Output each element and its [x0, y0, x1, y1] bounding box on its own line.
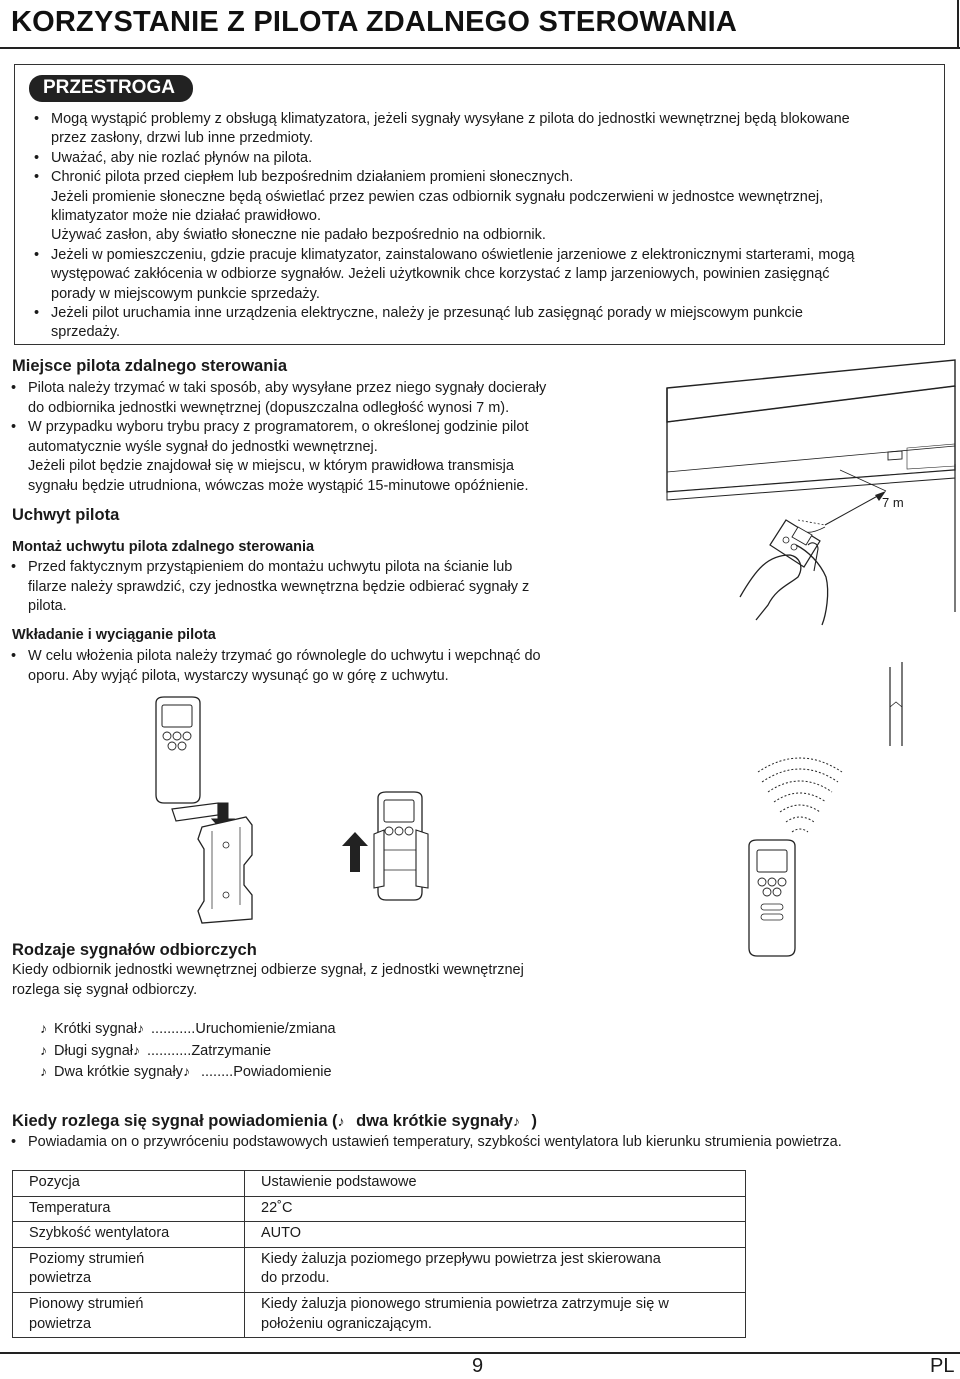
caution-line: • Uważać, aby nie rozlać płynów na pilota. — [51, 149, 313, 166]
location-line: • W przypadku wyboru trybu pracy z programatorem, o określonej godzinie pilot — [28, 419, 529, 436]
holder-bracket-icon — [190, 815, 260, 925]
remove-arrow-icon — [340, 830, 370, 874]
location-line: • Pilota należy trzymać w taki sposób, aby wysyłane przez niego sygnały docierały — [28, 380, 547, 396]
insert-line: • W celu włożenia pilota należy trzymać go równolegle do uchwytu i wepchnąć do — [28, 648, 541, 664]
signal-row — [40, 1020, 336, 1037]
notification-item — [11, 1133, 951, 1153]
caution-item — [34, 304, 934, 343]
caution-item — [34, 149, 934, 168]
signal-name: Dwa krótkie sygnały — [54, 1064, 183, 1080]
table-row — [13, 1247, 746, 1292]
music-note-icon: ♪ — [337, 1113, 345, 1129]
caution-line: • Mogą wystąpić problemy z obsługą klimatyzatora, jeżeli sygnały wysyłane z pilota do jednostki wewnętrznej będą blokowane — [51, 111, 850, 127]
notification-heading-end: ) — [526, 1112, 538, 1130]
music-note-icon: ♪ — [137, 1020, 145, 1036]
location-list — [11, 379, 611, 497]
page-number: 9 — [472, 1355, 484, 1377]
mount-line: pilota. — [28, 598, 67, 615]
caution-list — [34, 110, 934, 343]
caution-line: • Jeżeli pilot uruchamia inne urządzenia elektryczne, należy je przesunąć lub zasięgnąć porady w miejscowym punkcie — [51, 305, 803, 322]
mount-line: • Przed faktycznym przystąpieniem do montażu uchwytu pilota na ścianie lub — [28, 559, 513, 575]
notification-list — [11, 1133, 951, 1153]
remote-in-holder-icon — [370, 790, 440, 905]
signal-row — [40, 1063, 332, 1080]
mount-list — [11, 558, 611, 617]
signals-intro-line: Kiedy odbiornik jednostki wewnętrznej odbierze sygnał, z jednostki wewnętrznej — [12, 962, 524, 978]
table-cell-item: Pionowy strumień powietrza — [13, 1292, 245, 1337]
notification-heading — [12, 1112, 537, 1131]
table-body — [13, 1171, 746, 1338]
location-line: sygnału będzie utrudniona, wówczas może wystąpić 15-minutowe opóźnienie. — [28, 477, 529, 494]
table-row — [13, 1196, 746, 1222]
table-row — [13, 1171, 746, 1197]
table-cell-setting: Ustawienie podstawowe — [245, 1171, 746, 1197]
table-cell-item: Pozycja — [13, 1171, 245, 1197]
caution-line: występować zakłócenia w odbiorze sygnałów. Jeżeli użytkownik chce korzystać z lamp jarzeniowych, powinien zasięgnąć — [51, 266, 830, 283]
insert-list — [11, 647, 611, 686]
caution-line: sprzedaży. — [51, 324, 121, 341]
signal-waves-icon — [750, 740, 850, 835]
signal-row — [40, 1042, 271, 1059]
music-note-icon: ♪ — [40, 1063, 47, 1079]
caution-item — [34, 110, 934, 149]
holder-heading: Uchwyt pilota — [12, 506, 120, 524]
location-item — [11, 418, 611, 496]
signal-dots: ........... — [151, 1021, 196, 1037]
default-settings-table — [12, 1170, 746, 1338]
insert-line: oporu. Aby wyjąć pilota, wystarczy wysunąć go w górę z uchwytu. — [28, 667, 449, 684]
signal-dots: ........ — [196, 1064, 234, 1080]
location-line: automatycznie wyśle sygnał do jednostki wewnętrznej. — [28, 438, 378, 455]
hand-remote-icon — [738, 515, 848, 625]
music-note-icon: ♪ — [133, 1042, 140, 1058]
caution-box — [14, 64, 945, 345]
insert-item — [11, 647, 611, 686]
table-row — [13, 1292, 746, 1337]
music-note-icon: ♪ — [182, 1063, 190, 1079]
table-cell-item: Temperatura — [13, 1196, 245, 1222]
distance-label: 7 m — [882, 495, 904, 510]
table-cell-setting: 22˚C — [245, 1196, 746, 1222]
table-cell-setting: AUTO — [245, 1222, 746, 1248]
music-note-icon: ♪ — [512, 1113, 520, 1129]
signals-heading: Rodzaje sygnałów odbiorczych — [12, 941, 257, 959]
insert-heading: Wkładanie i wyciąganie pilota — [12, 627, 216, 643]
music-note-icon: ♪ — [40, 1042, 47, 1058]
table-cell-item: Poziomy strumień powietrza — [13, 1247, 245, 1292]
signal-dots: ........... — [147, 1043, 192, 1059]
caution-line: porady w miejscowym punkcie sprzedaży. — [51, 285, 320, 302]
mount-item — [11, 558, 611, 617]
table-cell-setting: Kiedy żaluzja pionowego strumienia powietrza zatrzymuje się w położeniu ograniczającym. — [245, 1292, 746, 1337]
mount-line: filarze należy sprawdzić, czy jednostka wewnętrzna będzie odbierać sygnały z — [28, 578, 530, 595]
signal-name: Krótki sygnał — [54, 1021, 138, 1037]
remote-control-icon — [743, 838, 801, 958]
signals-intro-line: rozlega się sygnał odbiorczy. — [12, 981, 198, 998]
location-line: do odbiornika jednostki wewnętrznej (dopuszczalna odległość wynosi 7 m). — [28, 399, 510, 416]
signal-meaning: Powiadomienie — [233, 1064, 332, 1080]
table-cell-item: Szybkość wentylatora — [13, 1222, 245, 1248]
caution-line: Używać zasłon, aby światło słoneczne nie padało bezpośrednio na odbiornik. — [51, 227, 546, 244]
language-code: PL — [930, 1355, 955, 1377]
footer-line — [0, 1352, 960, 1354]
table-cell-setting: Kiedy żaluzja poziomego przepływu powietrza jest skierowana do przodu. — [245, 1247, 746, 1292]
signal-meaning: Uruchomienie/zmiana — [195, 1021, 336, 1037]
mount-heading: Montaż uchwytu pilota zdalnego sterowania — [12, 539, 315, 555]
signal-name: Długi sygnał — [54, 1043, 133, 1059]
notification-heading-start: Kiedy rozlega się sygnał powiadomienia ( — [12, 1112, 338, 1130]
remote-above-holder-icon — [150, 695, 210, 805]
caution-line: klimatyzator może nie działać prawidłowo. — [51, 208, 321, 225]
caution-line: Jeżeli promienie słoneczne będą oświetlać przez pewien czas odbiornik sygnału podczerwieni w jednostce wewnętrznej, — [51, 188, 824, 205]
notification-heading-mid: dwa krótkie sygnały — [351, 1112, 513, 1130]
music-note-icon: ♪ — [40, 1020, 47, 1036]
table-row — [13, 1222, 746, 1248]
notification-line: Powiadamia on o przywróceniu podstawowych ustawień temperatury, szybkości wentylatora lub kierunku strumienia powietrza. — [28, 1134, 842, 1150]
caution-item — [34, 168, 934, 246]
caution-line: • Chronić pilota przed ciepłem lub bezpośrednim działaniem promieni słonecznych. — [51, 169, 574, 186]
caution-badge: PRZESTROGA — [29, 75, 193, 102]
caution-item — [34, 246, 934, 304]
signal-meaning: Zatrzymanie — [191, 1043, 272, 1059]
location-item — [11, 379, 611, 418]
location-heading: Miejsce pilota zdalnego sterowania — [12, 357, 288, 375]
page-title: KORZYSTANIE Z PILOTA ZDALNEGO STEROWANIA — [0, 0, 960, 49]
signals-intro — [12, 961, 612, 1000]
location-line: Jeżeli pilot będzie znajdował się w miejscu, w którym prawidłowa transmisja — [28, 458, 514, 475]
caution-line: • Jeżeli w pomieszczeniu, gdzie pracuje klimatyzator, zainstalowano oświetlenie jarzeniowe z elektronicznymi starterami, mogą — [51, 246, 855, 263]
right-border-line — [957, 0, 959, 49]
caution-line: przez zasłony, drzwi lub inne przedmioty. — [51, 130, 314, 147]
